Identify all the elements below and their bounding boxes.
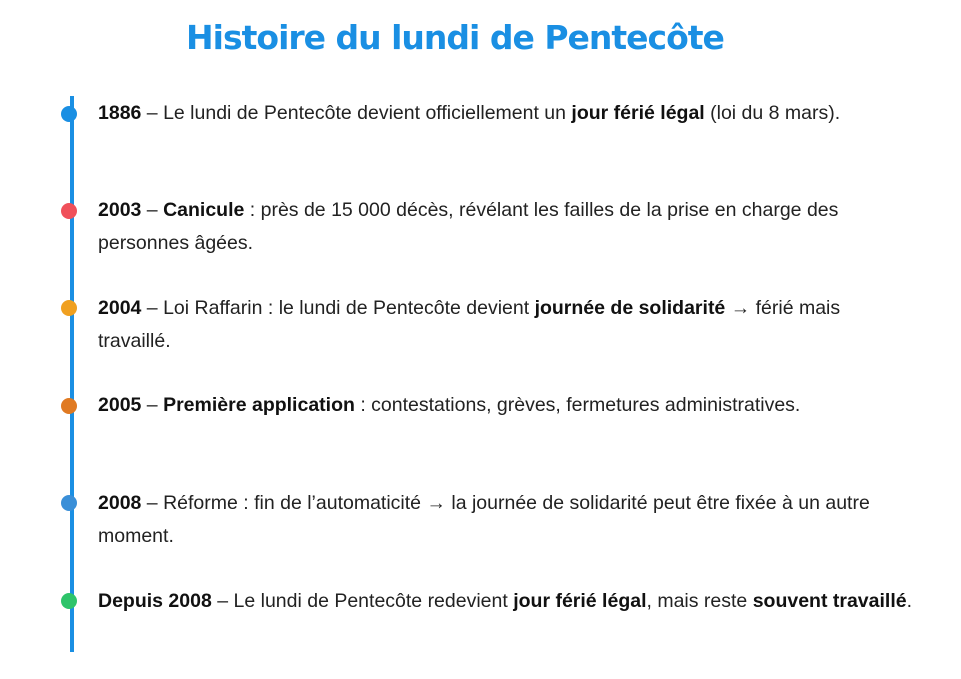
event-highlight: journée de solidarité: [534, 297, 726, 319]
timeline-event-1886: [98, 97, 913, 130]
timeline-dot-depuis-2008: [61, 593, 77, 609]
event-separator: –: [141, 102, 164, 124]
event-text: Réforme : fin de l’automaticité → la journée de solidarité peut être fixée à un autre moment.: [98, 492, 870, 547]
event-highlight: Première application: [163, 394, 355, 416]
timeline-dot-2005: [61, 398, 77, 414]
timeline-event-depuis-2008: [98, 585, 913, 618]
timeline-dot-2004: [61, 300, 77, 316]
timeline-dot-2008: [61, 495, 77, 511]
event-text: : près de 15 000 décès, révélant les failles de la prise en charge des personnes âgées.: [98, 199, 839, 254]
event-separator: –: [141, 394, 164, 416]
event-separator: –: [141, 492, 164, 514]
event-text: : contestations, grèves, fermetures administratives.: [354, 394, 801, 416]
event-text: , mais reste: [646, 590, 753, 612]
event-separator: –: [211, 590, 234, 612]
timeline-line: [70, 96, 74, 652]
event-text: (loi du 8 mars).: [704, 102, 841, 124]
event-year: 2005: [98, 394, 142, 416]
timeline-event-2004: [98, 292, 913, 358]
event-year: Depuis 2008: [98, 590, 212, 612]
event-year: 2004: [98, 297, 142, 319]
event-text: Le lundi de Pentecôte devient officiellement un: [163, 102, 572, 124]
event-year: 2008: [98, 492, 142, 514]
timeline-dot-2003: [61, 203, 77, 219]
timeline-event-2003: [98, 194, 913, 260]
event-text: Le lundi de Pentecôte redevient: [233, 590, 514, 612]
event-highlight: jour férié légal: [513, 590, 647, 612]
event-year: 2003: [98, 199, 142, 221]
page-title: Histoire du lundi de Pentecôte: [186, 18, 724, 57]
event-year: 1886: [98, 102, 142, 124]
event-text: Loi Raffarin : le lundi de Pentecôte devient: [163, 297, 535, 319]
timeline-event-2005: [98, 389, 913, 422]
event-highlight: jour férié légal: [571, 102, 705, 124]
event-separator: –: [141, 199, 164, 221]
event-separator: –: [141, 297, 164, 319]
timeline-event-2008: [98, 487, 913, 553]
event-highlight: Canicule: [163, 199, 245, 221]
event-highlight: souvent travaillé: [752, 590, 907, 612]
timeline-dot-1886: [61, 106, 77, 122]
event-text: .: [906, 590, 913, 612]
event-text: → férié mais travaillé.: [98, 297, 841, 352]
